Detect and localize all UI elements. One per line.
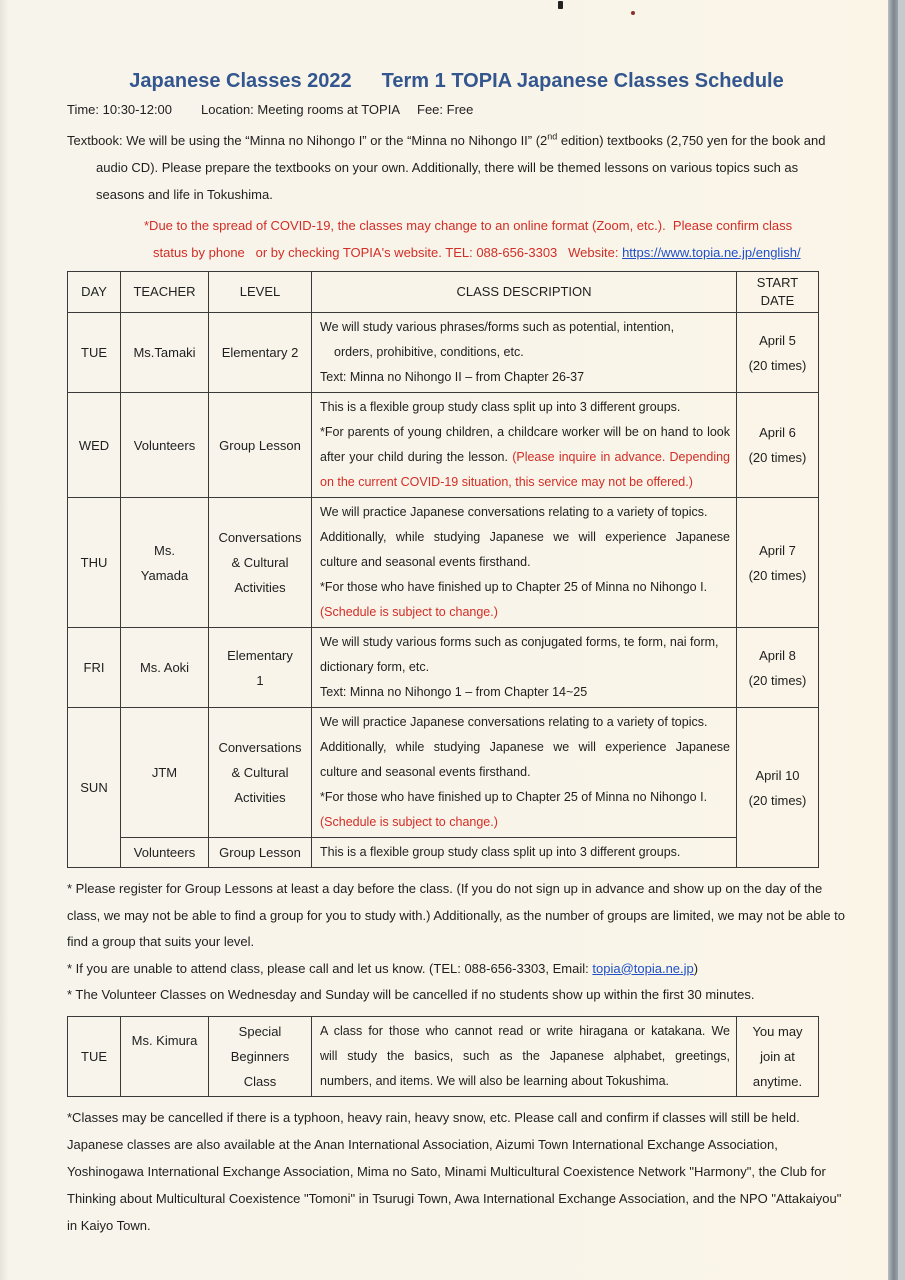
teacher-cell: Ms. Aoki <box>121 628 209 708</box>
description-cell: This is a flexible group study class split up into 3 different groups. *For parents of young children, a childcare worker will be on hand to look after your child during the lesson. (Please inquire in advance. Depending on the current COVID-19 situation, this service may not be offered.) <box>312 393 737 498</box>
description-cell: A class for those who cannot read or write hiragana or katakana. We will study the basics, such as the Japanese alphabet, greetings, numbers, and items. We will also be learning about Tokushima. <box>312 1016 737 1096</box>
scan-edge-right-outer <box>898 0 905 1280</box>
start-date-cell: April 8 (20 times) <box>737 628 819 708</box>
scan-edge-right <box>888 0 898 1280</box>
topia-email-link[interactable]: topia@topia.ne.jp <box>592 960 694 976</box>
volunteer-class-cancellation-note: * The Volunteer Classes on Wednesday and Sunday will be cancelled if no students show up within the first 30 minutes. <box>67 987 755 1002</box>
covid-notice-line-1: *Due to the spread of COVID-19, the classes may change to an online format (Zoom, etc.). Please confirm class <box>144 218 793 233</box>
fee-info: Fee: Free <box>417 102 474 117</box>
description-cell: We will study various forms such as conjugated forms, te form, nai form, dictionary form, etc. Text: Minna no Nihongo 1 – from Chapter 14~25 <box>312 628 737 708</box>
title-year: Japanese Classes 2022 <box>129 70 352 92</box>
day-cell: FRI <box>68 628 121 708</box>
column-header: TEACHER <box>121 272 209 313</box>
table-row <box>68 1016 819 1096</box>
teacher-cell: JTM <box>121 708 209 838</box>
start-date-cell: April 7 (20 times) <box>737 498 819 628</box>
day-cell: TUE <box>68 1016 121 1096</box>
teacher-cell: Ms. Kimura <box>121 1016 209 1096</box>
column-header: DAY <box>68 272 121 313</box>
level-cell: Conversations & Cultural Activities <box>209 498 312 628</box>
day-cell: WED <box>68 393 121 498</box>
level-cell: Special Beginners Class <box>209 1016 312 1096</box>
description-cell: We will study various phrases/forms such as potential, intention, orders, prohibitive, conditions, etc. Text: Minna no Nihongo II – from Chapter 26-37 <box>312 313 737 393</box>
start-date-cell: You may join at anytime. <box>737 1016 819 1096</box>
covid-notice-line-2: status by phone or by checking TOPIA's website. TEL: 088-656-3303 Website: https://www.topia.ne.jp/english/ <box>153 245 801 260</box>
day-cell: SUN <box>68 708 121 868</box>
table-row <box>68 313 819 393</box>
day-cell: TUE <box>68 313 121 393</box>
column-header: START DATE <box>737 272 819 313</box>
start-date-cell: April 10 (20 times) <box>737 708 819 868</box>
table-row <box>68 708 819 838</box>
absence-contact-note: * If you are unable to attend class, please call and let us know. (TEL: 088-656-3303, Email: topia@topia.ne.jp) <box>67 960 699 976</box>
page-title <box>67 70 846 93</box>
footnotes <box>67 876 846 1009</box>
level-cell: Group Lesson <box>209 838 312 868</box>
topia-website-link[interactable]: https://www.topia.ne.jp/english/ <box>622 245 801 260</box>
teacher-cell: Ms.Tamaki <box>121 313 209 393</box>
column-header: LEVEL <box>209 272 312 313</box>
teacher-cell: Volunteers <box>121 393 209 498</box>
start-date-cell: April 6 (20 times) <box>737 393 819 498</box>
description-cell: We will practice Japanese conversations relating to a variety of topics. Additionally, while studying Japanese we will experience Japanese culture and seasonal events firsthand. *For those who have finished up to Chapter 25 of Minna no Nihongo I. (Schedule is subject to change.) <box>312 708 737 838</box>
table-row <box>68 628 819 708</box>
level-cell: Conversations & Cultural Activities <box>209 708 312 838</box>
special-beginners-class-table <box>67 1016 819 1097</box>
column-header: CLASS DESCRIPTION <box>312 272 737 313</box>
schedule-table <box>67 271 819 868</box>
document-content <box>67 0 846 1239</box>
table-row <box>68 838 819 868</box>
level-cell: Group Lesson <box>209 393 312 498</box>
description-cell: This is a flexible group study class split up into 3 different groups. <box>312 838 737 868</box>
start-date-cell: April 5 (20 times) <box>737 313 819 393</box>
closing-note: *Classes may be cancelled if there is a typhoon, heavy rain, heavy snow, etc. Please call and confirm if classes will still be held. Japanese classes are also available at the Anan International Association, Aizumi Town International Exchange Association, Yoshinogawa International Exchange Association, Mima no Sato, Minami Multicultural Coexistence Network "Harmony", the Club for Thinking about Multicultural Coexistence "Tomoni" in Tsurugi Town, Awa International Exchange Association, and the NPO "Attakaiyou" in Kaiyo Town. <box>67 1109 842 1233</box>
table-row <box>68 393 819 498</box>
description-cell: We will practice Japanese conversations relating to a variety of topics. Additionally, while studying Japanese we will experience Japanese culture and seasonal events firsthand. *For those who have finished up to Chapter 25 of Minna no Nihongo I. (Schedule is subject to change.) <box>312 498 737 628</box>
covid-notice <box>144 212 846 266</box>
teacher-cell: Ms. Yamada <box>121 498 209 628</box>
title-term: Term 1 TOPIA Japanese Classes Schedule <box>381 70 784 92</box>
class-info-line <box>67 102 846 117</box>
table-row <box>68 498 819 628</box>
level-cell: Elementary 1 <box>209 628 312 708</box>
location-info: Location: Meeting rooms at TOPIA <box>201 102 400 117</box>
teacher-cell: Volunteers <box>121 838 209 868</box>
day-cell: THU <box>68 498 121 628</box>
level-cell: Elementary 2 <box>209 313 312 393</box>
time-info: Time: 10:30-12:00 <box>67 102 173 117</box>
textbook-note: Textbook: We will be using the “Minna no Nihongo I” or the “Minna no Nihongo II” (2nd edition) textbooks (2,750 yen for the book and audio CD). Please prepare the textbooks on your own. Additionally, there will be themed lessons on various topics such as seasons and life in Tokushima. <box>67 131 830 202</box>
scan-edge-left <box>0 0 9 1280</box>
group-lesson-registration-note: * Please register for Group Lessons at least a day before the class. (If you do not sign up in advance and show up on the day of the class, we may not be able to find a group for you to study with.) Additionally, as the number of groups are limited, we may not be able to find a group that suits your level. <box>67 881 846 949</box>
